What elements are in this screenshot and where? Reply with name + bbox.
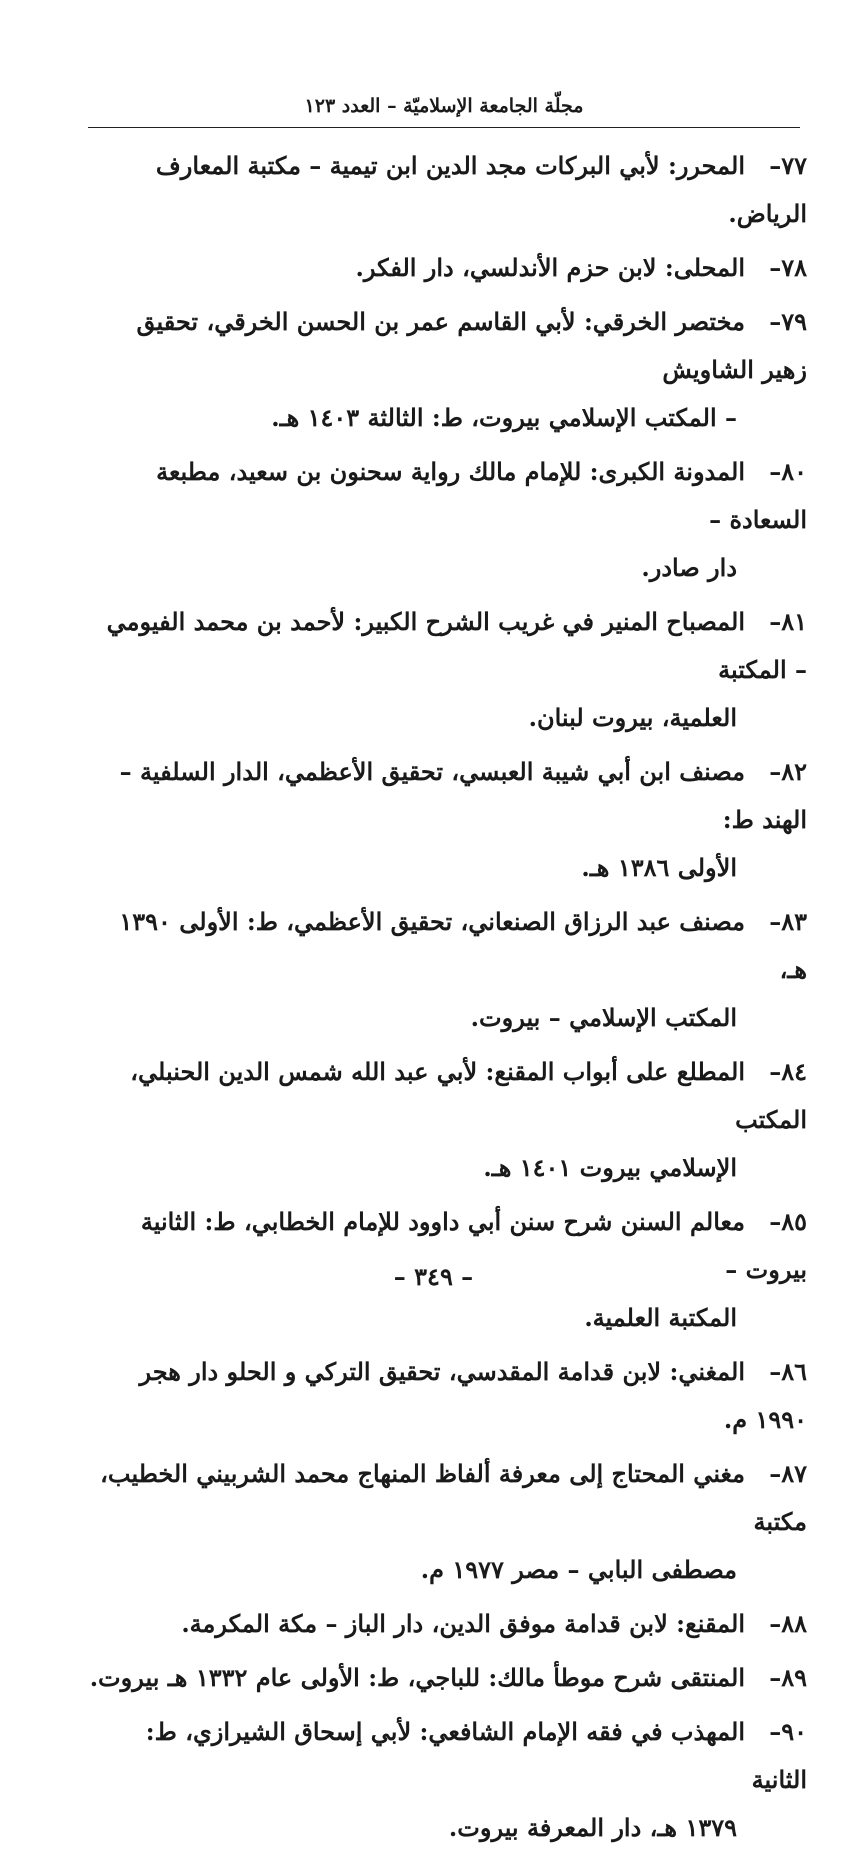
reference-continuation: مصطفى البابي – مصر ١٩٧٧ م. [420,1555,737,1584]
page-number: – ٣٤٩ – [393,1262,474,1291]
running-header: مجلّة الجامعة الإسلاميّة – العدد ١٢٣ [304,95,584,117]
header-rule [88,127,800,128]
reference-text: المقنع: لابن قدامة موفق الدين، دار الباز – مكة المكرمة. [181,1609,745,1638]
reference-number: ٧٧– [769,151,807,180]
reference-continuation: المكتب الإسلامي – بيروت. [470,1003,737,1032]
reference-item [87,898,807,1042]
reference-number: ٩٠– [769,1717,807,1746]
reference-item [87,1654,807,1702]
reference-text: المطلع على أبواب المقنع: لأبي عبد الله شمس الدين الحنبلي، المكتب [130,1057,807,1134]
reference-text: مصنف عبد الرزاق الصنعاني، تحقيق الأعظمي، ط: الأولى ١٣٩٠ هـ، [119,907,807,984]
reference-number: ٨٥– [769,1207,807,1236]
reference-text: مختصر الخرقي: لأبي القاسم عمر بن الحسن الخرقي، تحقيق زهير الشاويش [136,307,807,384]
reference-text: المنتقى شرح موطأ مالك: للباجي، ط: الأولى عام ١٣٣٢ هـ بيروت. [89,1663,745,1692]
reference-number: ٧٨– [769,253,807,282]
reference-item [87,748,807,892]
reference-continuation: المكتبة العلمية. [584,1303,737,1332]
reference-continuation: الإسلامي بيروت ١٤٠١ هـ. [483,1153,737,1182]
reference-number: ٧٩– [769,307,807,336]
reference-item [87,1450,807,1594]
reference-number: ٨٨– [769,1609,807,1638]
reference-number: ٨٦– [769,1357,807,1386]
reference-text: المحلى: لابن حزم الأندلسي، دار الفكر. [355,253,745,282]
reference-item [87,142,807,238]
reference-text: المهذب في فقه الإمام الشافعي: لأبي إسحاق الشيرازي، ط: الثانية [145,1717,807,1794]
reference-text: مغني المحتاج إلى معرفة ألفاظ المنهاج محمد الشربيني الخطيب، مكتبة [100,1459,807,1536]
reference-text: مصنف ابن أبي شيبة العبسي، تحقيق الأعظمي، الدار السلفية – الهند ط: [119,757,807,834]
reference-number: ٨٩– [769,1663,807,1692]
reference-item [87,1048,807,1192]
reference-number: ٨٤– [769,1057,807,1086]
reference-list [87,142,807,1858]
reference-continuation: الأولى ١٣٨٦ هـ. [581,853,737,882]
reference-text: المحرر: لأبي البركات مجد الدين ابن تيمية – مكتبة المعارف الرياض. [155,151,807,228]
reference-continuation: دار صادر. [641,553,737,582]
reference-item [87,298,807,442]
reference-text: معالم السنن شرح سنن أبي داوود للإمام الخطابي، ط: الثانية بيروت – [140,1207,807,1284]
reference-number: ٨٧– [769,1459,807,1488]
reference-text: المغني: لابن قدامة المقدسي، تحقيق التركي و الحلو دار هجر ١٩٩٠ م. [139,1357,807,1434]
reference-item [87,598,807,742]
reference-number: ٨١– [769,607,807,636]
reference-text: المدونة الكبرى: للإمام مالك رواية سحنون بن سعيد، مطبعة السعادة – [156,457,807,534]
reference-item [87,244,807,292]
reference-continuation: العلمية، بيروت لبنان. [528,703,737,732]
reference-number: ٨٠– [769,457,807,486]
reference-continuation: – المكتب الإسلامي بيروت، ط: الثالثة ١٤٠٣ هـ. [271,403,737,432]
reference-text: المصباح المنير في غريب الشرح الكبير: لأحمد بن محمد الفيومي – المكتبة [106,607,807,684]
reference-item [87,1708,807,1852]
reference-number: ٨٣– [769,907,807,936]
reference-continuation: ١٣٧٩ هـ، دار المعرفة بيروت. [448,1813,737,1842]
reference-item [87,448,807,592]
reference-item [87,1348,807,1444]
reference-number: ٨٢– [769,757,807,786]
reference-item [87,1600,807,1648]
